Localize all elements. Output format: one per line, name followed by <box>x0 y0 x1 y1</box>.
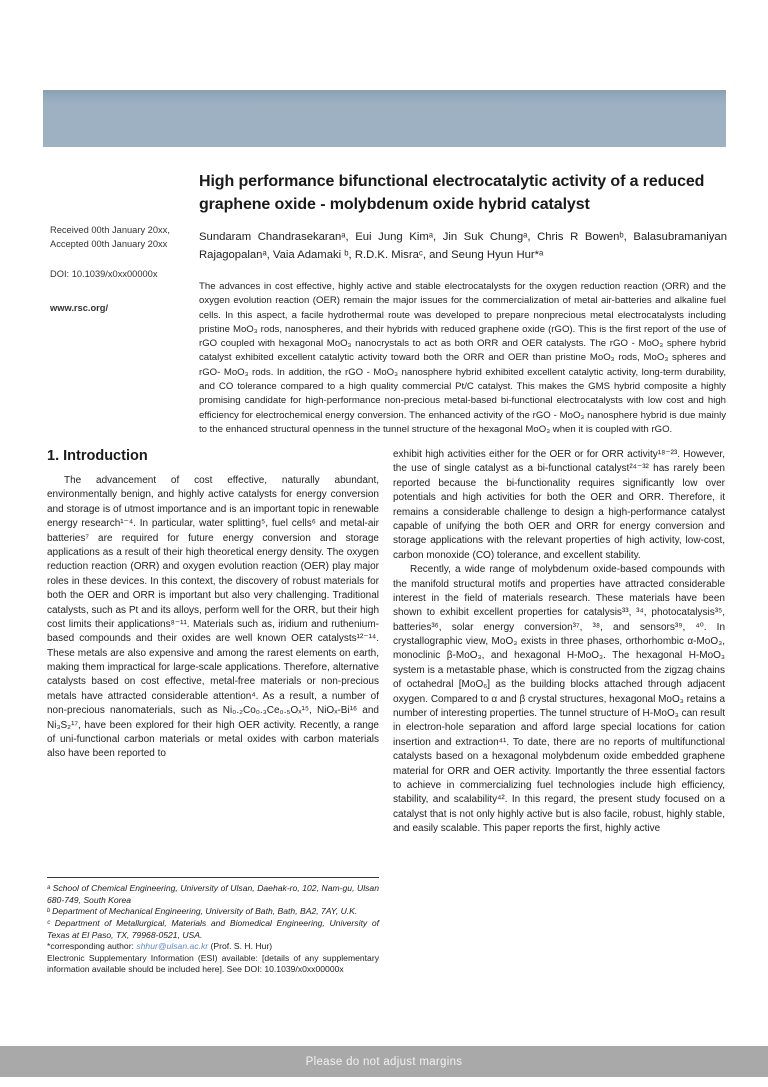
esi-note: Electronic Supplementary Information (ESI) available: [details of any supplementary information available should be included here]. See DOI: 10.1039/x0xx00000x <box>47 952 379 975</box>
received-date: Received 00th January 20xx, <box>50 225 170 235</box>
body-columns <box>47 448 726 976</box>
right-column <box>393 448 725 976</box>
affiliation-b: ᵇ Department of Mechanical Engineering, University of Bath, Bath, BA2, 7AY, U.K. <box>47 906 358 917</box>
left-column <box>47 448 379 976</box>
affiliation-c: ᶜ Department of Metallurgical, Materials and Biomedical Engineering, University of Texas at El Paso, TX, 79968-0521, USA. <box>47 918 379 940</box>
footnotes-block <box>47 877 379 976</box>
corresponding-author-prefix: *corresponding author: <box>47 941 137 952</box>
section-heading-introduction: 1. Introduction <box>47 448 148 464</box>
journal-header-banner <box>43 90 726 147</box>
affiliation-a: ᵃ School of Chemical Engineering, University of Ulsan, Daehak-ro, 102, Nam-gu, Ulsan 680-749, South Korea <box>47 883 379 905</box>
introduction-paragraph-left: The advancement of cost effective, naturally abundant, environmentally benign, and highly active catalysts for energy conversion and storage is of utmost importance and is an important topic in renewable energy research¹⁻⁴. In particular, water splitting⁵, fuel cells⁶ and metal-air batteries⁷ are required for future energy conversion and storage applications as a result of their high theoretical energy density. The oxygen reduction reaction (ORR) and oxygen evolution reaction (OER) play major roles in these devices. In this context, the discovery of robust materials for both the OER and ORR is important but also very challenging. Traditional catalysts, such as Pt and its alloys, perform well for the ORR, but their high cost limits their applications⁸⁻¹¹. Materials such as, iridium and ruthenium-based compounds and their oxides are well known OER catalysts¹²⁻¹⁴. These metals are also expensive and among the rarest elements on earth, making them impractical for large-scale applications. Therefore, alternative catalysts based on cost effective, metal-free materials or non-precious metals have attracted considerable attention⁴. As a result, a number of non-precious nanomaterials, such as Ni₀.₂Co₀.₃Ce₀.₅Oₓ¹⁵, NiOₓ-Bi¹⁶ and Ni₃S₂¹⁷, have been explored for their high OER activity. Recently, a range of uni-functional carbon materials or metal oxides with carbon materials also have been reported to <box>47 475 379 760</box>
abstract-text: The advances in cost effective, highly active and stable electrocatalysts for the oxygen reduction reaction (ORR) and the oxygen evolution reaction (OER) remain the major issues for the commercialization of metal air-batteries and alkaline fuel cells. In this aspect, a facile hydrothermal route was developed to prepare nonprecious metal electrocatalysts including pristine MoO₃ rods, nanospheres, and their hybrids with reduced graphene oxide (rGO). This is the first report of the use of rGO coupled with hexagonal MoO₃ nanocrystals to act as both ORR and OER catalysts. The rGO - MoO₃ sphere hybrid catalyst exhibited excellent catalytic activity toward both the ORR and OER than pristine MoO₃ rods, MoO₃ spheres and rGO- MoO₃ rods. In addition, the rGO - MoO₃ nanosphere hybrid exhibited excellent catalytic activity, long-term durability, and CO tolerance compared to a high quality commercial Pt/C catalyst. This makes the GMS hybrid composite a highly promising candidate for high-performance non-precious metal-based bi-functional electrocatalysts with low cost and high efficiency for electrochemical energy conversion. The enhanced activity of the rGO - MoO₃ nanosphere hybrid is due mainly to the enhanced structural openness in the tunnel structure of the hexagonal MoO₃ when it is coupled with rGO. <box>199 281 726 435</box>
title-block <box>199 170 727 216</box>
corresponding-author-email-link[interactable]: shhur@ulsan.ac.kr <box>136 941 209 952</box>
accepted-date: Accepted 00th January 20xx <box>50 238 168 249</box>
manuscript-meta <box>50 224 198 316</box>
corresponding-author-suffix: (Prof. S. H. Hur) <box>208 941 273 952</box>
molybdenum-oxide-paragraph: Recently, a wide range of molybdenum oxide-based compounds with the manifold structural motifs and properties have attracted considerable interest in the field of materials research. These materials have been shown to exhibit excellent properties for catalysis³³, ³⁴, photocatalysis³⁵, batteries³⁶, solar energy conversion³⁷, ³⁸, and sensors³⁹, ⁴⁰. In crystallographic view, MoO₃ exists in three phases, orthorhombic α-MoO₃, monoclinic β-MoO₃, and hexagonal H-MoO₃. The hexagonal H-MoO₃ system is a metastable phase, which is constructed from the zigzag chains of octahedral [MoO₆] as the building blocks attached through adjacent oxygen. Compared to α and β crystal structures, hexagonal MoO₃ retains a number of interesting properties. The tunnel structure of H-MoO₃ can result in electron-hole separation and afford large special locations for cation insertion and extraction⁴¹. To date, there are no reports of multifunctional catalysts based on a hexagonal molybdenum oxide embedded graphene material for ORR and OER activity. Importantly the three essential factors to achieve in commercializing fuel technologies include high efficiency, stability, and scalability⁴². In this regard, the present study focused on a catalyst that is not only highly active but is also facile, robust, highly stable, and easily scalable. This paper reports the first, highly active <box>393 564 725 835</box>
article-title: High performance bifunctional electrocatalytic activity of a reduced graphene oxide - molybdenum oxide hybrid catalyst <box>199 173 705 214</box>
doi-text: DOI: 10.1039/x0xx00000x <box>50 268 158 279</box>
footer-margin-notice: Please do not adjust margins <box>305 1055 463 1068</box>
introduction-paragraph-right-continuation: exhibit high activities either for the OER or for ORR activity¹⁸⁻²³. However, the use of single catalyst as a bi-functional catalyst²⁴⁻³² has rarely been reported because the bi-functionality requires significantly low over potentials and high activities for both the OER and ORR. Therefore, it remains a considerable challenge to design a high-performance catalyst capable of unifying the both OER and ORR for energy conversion and storage applications with the relevant properties of high activity, low-cost, carbon monoxide (CO) tolerance, and excellent stability. <box>393 449 725 561</box>
author-list: Sundaram Chandrasekaranᵃ, Eui Jung Kimᵃ, Jin Suk Chungᵃ, Chris R Bowenᵇ, Balasubramaniyan Rajagopalanᵃ, Vaia Adamaki ᵇ, R.D.K. Misraᶜ, and Seung Hyun Hur*ᵃ <box>199 231 727 262</box>
footer-margin-bar <box>0 1046 768 1077</box>
corresponding-author-note <box>47 941 379 953</box>
journal-url: www.rsc.org/ <box>50 302 109 313</box>
